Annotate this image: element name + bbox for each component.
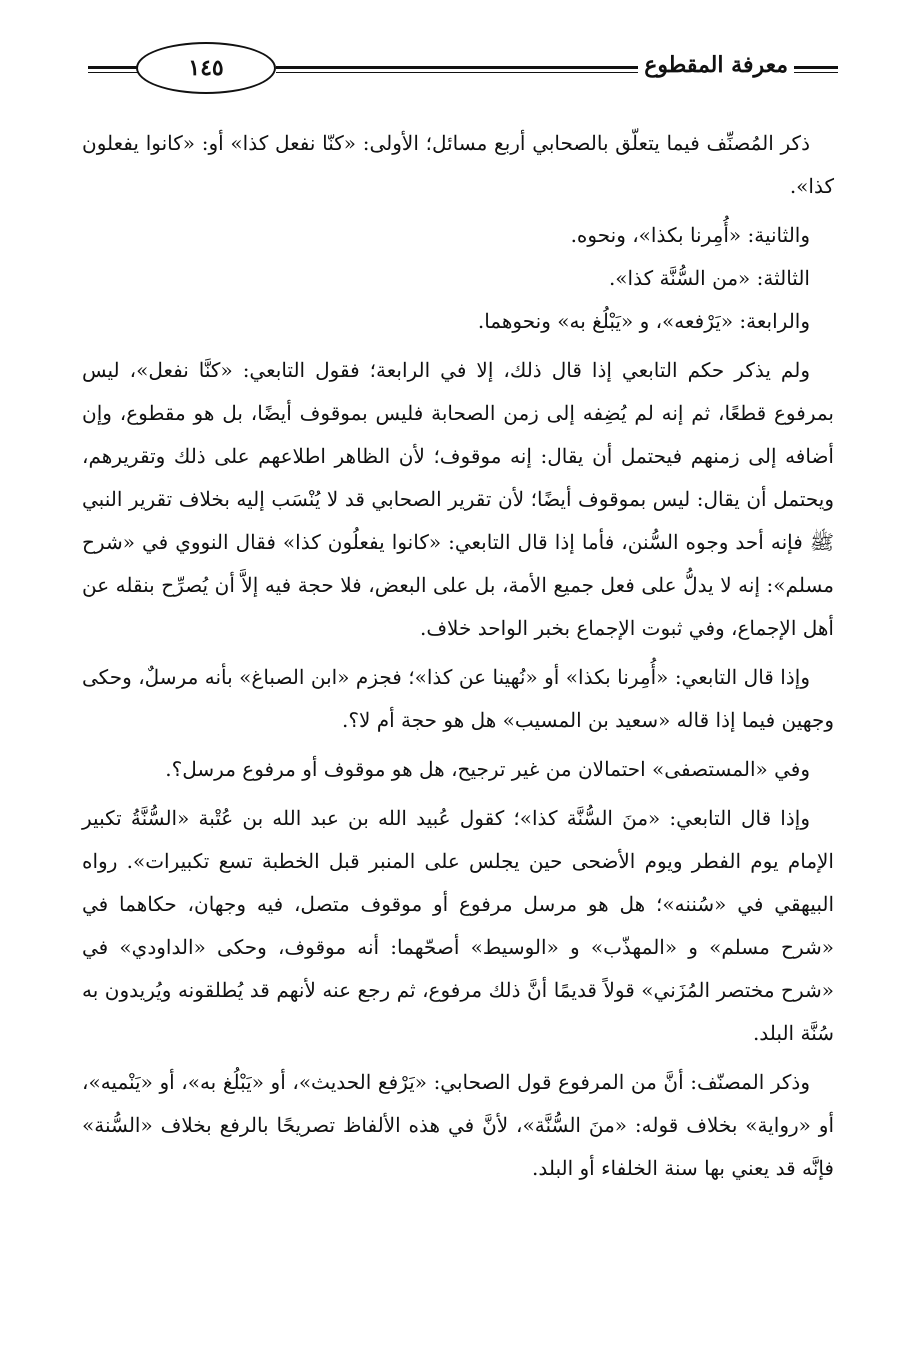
running-title: معرفة المقطوع: [638, 52, 794, 78]
header-rule-left-thin: [88, 72, 138, 73]
paragraph-mustasfa: وفي «المستصفى» احتمالان من غير ترجيح، هل هو موقوف أو مرفوع مرسل؟.: [165, 757, 810, 781]
paragraph-umirna: وإذا قال التابعي: «أُمِرنا بكذا» أو «نُهينا عن كذا»؛ فجزم «ابن الصباغ» بأنه مرسلٌ، وحكى وجهين فيما إذا قاله «سعيد بن المسيب» هل هو حجة أم لا؟.: [82, 665, 834, 732]
header-rule-left-thick: [88, 66, 138, 69]
paragraph-second-issue: والثانية: «أُمِرنا بكذا»، ونحوه.: [570, 223, 810, 247]
page-body: [82, 122, 834, 1196]
page-header: [88, 38, 838, 108]
paragraph-marfu: وذكر المصنّف: أنَّ من المرفوع قول الصحابي: «يَرْفع الحديث»، أو «يَبْلُغ به»، أو «يَنْميه»، أو «رواية» بخلاف قوله: «منَ السُّنَّة»، لأنَّ في هذه الألفاظ تصريحًا بالرفع بخلاف «السُّنة» فإنَّه قد يعني بها سنة الخلفاء أو البلد.: [82, 1070, 835, 1180]
paragraph-fourth-issue: والرابعة: «يَرْفعه»، و «يَبْلُغ به» ونحوهما.: [477, 309, 810, 333]
page-number: ١٤٥: [136, 42, 276, 94]
paragraph-intro: ذكر المُصنِّف فيما يتعلّق بالصحابي أربع مسائل؛ الأولى: «كنّا نفعل كذا» أو: «كانوا يفعلون كذا».: [82, 131, 834, 198]
paragraph-third-issue: الثالثة: «من السُّنَّة كذا».: [608, 266, 810, 290]
paragraph-tabii-ruling: ولم يذكر حكم التابعي إذا قال ذلك، إلا في الرابعة؛ فقول التابعي: «كنَّا نفعل»، ليس بمرفوع قطعًا، ثم إنه لم يُضِفه إلى زمن الصحابة فليس بموقوف أيضًا، بل هو مقطوع، وإن أضافه إلى زمنهم فيحتمل أن يقال: إنه موقوف؛ لأن الظاهر اطلاعهم على ذلك وتقريرهم، ويحتمل أن يقال: ليس بموقوف أيضًا؛ لأن تقرير الصحابي قد لا يُنْسَب إليه بخلاف تقرير النبي ﷺ فإنه أحد وجوه السُّنن، فأما إذا قال التابعي: «كانوا يفعلُون كذا» فقال النووي في «شرح مسلم»: إنه لا يدلُّ على فعل جميع الأمة، بل على البعض، فلا حجة فيه إلاَّ أن يُصرِّح بنقله عن أهل الإجماع، وفي ثبوت الإجماع بخبر الواحد خلاف.: [82, 358, 834, 640]
paragraph-min-al-sunna: وإذا قال التابعي: «منَ السُّنَّة كذا»؛ كقول عُبيد الله بن عبد الله بن عُتْبة «السُّنَّةُ تكبير الإمام يوم الفطر ويوم الأضحى حين يجلس على المنبر قبل الخطبة تسع تكبيرات». رواه البيهقي في «سُننه»؛ هل هو مرسل مرفوع أو موقوف متصل، فيه وجهان، حكاهما في «شرح مسلم» و «المهذّب» و «الوسيط» أصحّهما: أنه موقوف، وحكى «الداودي» في «شرح مختصر المُزَني» قولاً قديمًا أنَّ ذلك مرفوع، ثم رجع عنه لأنهم قد يُطلقونه ويُريدون به سُنَّة البلد.: [82, 806, 834, 1045]
